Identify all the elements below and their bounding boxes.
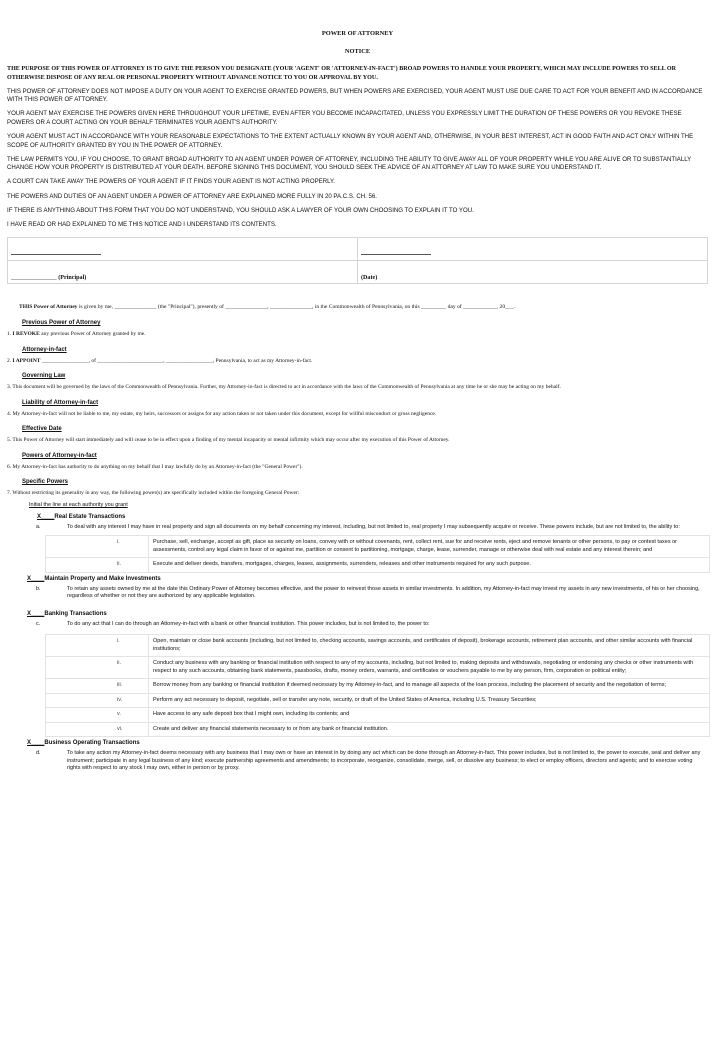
date-signature-field[interactable] xyxy=(358,238,708,261)
power-heading-maintain-property: X____Maintain Property and Make Investments xyxy=(27,575,161,582)
principal-label-cell xyxy=(8,261,358,284)
table-row: ii. Execute and deliver deeds, transfers, mortgages, charges, leases, assignments, surrenders, releases and other instruments required for any such purpose. xyxy=(46,558,710,573)
section-heading: Attorney-in-fact xyxy=(22,346,67,353)
power-heading-banking: X____Banking Transactions xyxy=(27,610,107,617)
notice-paragraph: THE LAW PERMITS YOU, IF YOU CHOOSE, TO GRANT BROAD AUTHORITY TO AN AGENT UNDER POWER OF ATTORNEY, INCLUDING THE ABILITY TO GIVE AWAY ALL OF YOUR PROPERTY WHILE YOU ARE ALIVE OR TO SUBSTANTIALLY CHANGE HOW YOUR PROPERTY IS DISTRIBUTED AT YOUR DEATH. BEFORE SIGNING THIS DOCUMENT, YOU SHOULD SEEK THE ADVICE OF AN ATTORNEY AT LAW TO MAKE SURE YOU UNDERSTAND IT. xyxy=(7,155,692,172)
principal-blank: _______________ xyxy=(11,275,57,282)
power-paragraph: a. To deal with any interest I may have in real property and sign all documents on my behalf concerning my interest, including, but not limited to, real property I may subsequently acquire or receive. These powers include, but are not limited to, the ability to: xyxy=(36,523,680,530)
signature-table xyxy=(7,237,708,284)
table-row: iv. Perform any act necessary to deposit, negotiate, sell or transfer any note, security, or draft of the United States of America, including U.S. Treasury Securities; xyxy=(46,693,710,708)
power-heading-real-estate: X____Real Estate Transactions xyxy=(37,513,126,520)
notice-paragraph: IF THERE IS ANYTHING ABOUT THIS FORM THAT YOU DO NOT UNDERSTAND, YOU SHOULD ASK A LAWYER OF YOUR OWN CHOOSING TO EXPLAIN IT TO YOU. xyxy=(7,206,474,214)
section-item: 3. This document will be governed by the laws of the Commonwealth of Pennsylvania. Further, my Attorney-in-fact is directed to act in accordance with the laws of the Commonwealth of Pennsylvania at any time he or she may be acting on my behalf. xyxy=(7,384,561,391)
initial-instruction: Initial the line at each authority you grant xyxy=(29,501,128,508)
table-row: i. Open, maintain or close bank accounts (including, but not limited to, checking accounts, savings accounts, and certificates of deposit), brokerage accounts, retirement plan accounts, and other similar accounts with financial institutions; xyxy=(46,635,710,657)
notice-paragraph: A COURT CAN TAKE AWAY THE POWERS OF YOUR AGENT IF IT FINDS YOUR AGENT IS NOT ACTING PROPERLY. xyxy=(7,178,336,186)
notice-paragraph: I HAVE READ OR HAD EXPLAINED TO ME THIS NOTICE AND I UNDERSTAND ITS CONTENTS. xyxy=(7,220,277,228)
initial-blank[interactable]: X____ xyxy=(27,740,45,747)
section-heading: Effective Date xyxy=(22,426,62,433)
principal-label: (Principal) xyxy=(58,275,87,282)
power-subitems-table xyxy=(45,535,710,573)
initial-blank[interactable]: X____ xyxy=(27,610,45,617)
notice-paragraph: YOUR AGENT MUST ACT IN ACCORDANCE WITH YOUR REASONABLE EXPECTATIONS TO THE EXTENT ACTUALLY KNOWN BY YOUR AGENT AND, OTHERWISE, IN YOUR BEST INTEREST, ACT IN GOOD FAITH AND ACT ONLY WITHIN THE SCOPE OF AUTHORITY GRANTED BY YOU IN THE POWER OF ATTORNEY. xyxy=(7,133,694,149)
initial-blank[interactable]: X____ xyxy=(27,575,45,582)
table-row: v. Have access to any safe deposit box that I might own, including its contents; and xyxy=(46,708,710,723)
power-heading-business: X____Business Operating Transactions xyxy=(27,740,140,747)
date-label-cell xyxy=(358,261,708,284)
section-heading: Governing Law xyxy=(22,373,66,380)
document-body xyxy=(0,304,715,773)
power-paragraph: d. To take any action my Attorney-in-fact deems necessary with any business that I may own or have an interest in by doing any act which can be done through an Attorney-in-fact. This power includes, but is not limited to, the power to execute, seal and deliver any instrument; participate in any legal business of any kind; execute partnership agreements and amendments; to incorporate, reorganize, consolidate, merge, sell, or dissolve any business; to elect or employ officers, directors and agents; and to exercise voting rights with respect to any stock I may own, either in person or by proxy. xyxy=(36,750,701,772)
table-row: i. Purchase, sell, exchange, accept as gift, place as security on loans, convey with or without covenants, rent, collect rent, sue for and receive rents, eject and remove tenants or other persons, to pay or contest taxes or assessments, control any legal claim in favor of or against me, partition or consent to partitioning, mortgage, charge, lease, surrender, manage or otherwise deal with real estate and any interest therein; and xyxy=(46,536,710,558)
section-item: 6. My Attorney-in-fact has authority to do anything on my behalf that I may lawfully do by an Attorney-in-fact (the "General Power"). xyxy=(7,463,303,470)
notice-paragraph: THE POWERS AND DUTIES OF AN AGENT UNDER A POWER OF ATTORNEY ARE EXPLAINED MORE FULLY IN 20 PA.C.S. CH. 56. xyxy=(7,192,377,200)
power-paragraph: b. To retain any assets owned by me at the date this Ordinary Power of Attorney becomes effective, and the power to reinvest those assets in similar investments. In addition, my Attorney-in-fact may invest my assets in any new investments, of his or her choosing, regardless of whether or not they are authorized by any applicable legislation. xyxy=(36,585,700,600)
notice-paragraph: YOUR AGENT MAY EXERCISE THE POWERS GIVEN HERE THROUGHOUT YOUR LIFETIME, EVEN AFTER YOU BECOME INCAPACITATED, UNLESS YOU EXPRESSLY LIMIT THE DURATION OF THESE POWERS OR YOU REVOKE THESE POWERS OR A COURT ACTING ON YOUR BEHALF TERMINATES YOUR AGENT'S AUTHORITY. xyxy=(7,110,682,126)
table-row: iii. Borrow money from any banking or financial institution if deemed necessary by my Attorney-in-fact, and to manage all aspects of the loan process, including the placement of security and the negotiation of terms; xyxy=(46,679,710,694)
document-title: POWER OF ATTORNEY xyxy=(321,30,394,37)
section-item: 7. Without restricting its generality in any way, the following power(s) are specifically included within the foregoing General Power: xyxy=(7,490,300,497)
section-item: 4. My Attorney-in-fact will not be liable to me, my estate, my heirs, successors or assigns for any action taken or not taken under this document, except for willful misconduct or gross negligence. xyxy=(7,410,437,417)
section-heading: Specific Powers xyxy=(22,479,69,486)
date-label: (Date) xyxy=(361,275,378,282)
section-item: 2. I APPOINT _________________, of ________________________, _________________, Pennsylvania, to act as my Attorney-in-fact. xyxy=(7,357,313,364)
notice-paragraph: THE PURPOSE OF THIS POWER OF ATTORNEY IS TO GIVE THE PERSON YOU DESIGNATE (YOUR 'AGENT' OR 'ATTORNEY-IN-FACT') BROAD POWERS TO HANDLE YOUR PROPERTY, WHICH MAY INCLUDE POWERS TO SELL OR OTHERWISE DISPOSE OF ANY REAL OR PERSONAL PROPERTY WITHOUT ADVANCE NOTICE TO YOU OR APPROVAL BY YOU. xyxy=(7,66,677,81)
notice-title: NOTICE xyxy=(344,48,371,55)
intro-paragraph xyxy=(7,304,708,310)
section-heading: Powers of Attorney-in-fact xyxy=(22,452,97,459)
table-row: ii. Conduct any business with any banking or financial institution with respect to any of my accounts, including, but not limited to, making deposits and withdrawals, negotiating or endorsing any checks or other instruments with respect to any such accounts, obtaining bank statements, passbooks, drafts, money orders, warrants, and certificates or vouchers payable to me by any person, firm, corporation or political entity; xyxy=(46,657,710,679)
notice-section xyxy=(0,65,715,229)
power-subitems-table xyxy=(45,634,710,737)
section-heading: Liability of Attorney-in-fact xyxy=(22,399,99,406)
intro-text: is given by me, _______________ (the "Principal"), presently of _______________, _______________, in the Commonwealth of Pennsylvania, on this _________ day of ____________, 20___. xyxy=(77,304,515,311)
section-item: 1. I REVOKE any previous Power of Attorney granted by me. xyxy=(7,331,146,338)
section-heading: Previous Power of Attorney xyxy=(22,320,101,327)
power-paragraph: c. To do any act that I can do through an Attorney-in-fact with a bank or other financial institution. This power includes, but is not limited to, the power to: xyxy=(36,620,430,627)
initial-blank[interactable]: X____ xyxy=(37,513,55,520)
principal-signature-field[interactable] xyxy=(8,238,358,261)
section-item: 5. This Power of Attorney will start immediately and will cease to be in effect upon a finding of my mental incapacity or mental infirmity which may occur after my execution of this Power of Attorney. xyxy=(7,437,450,444)
intro-bold: THIS Power of Attorney xyxy=(19,304,78,311)
notice-paragraph: THIS POWER OF ATTORNEY DOES NOT IMPOSE A DUTY ON YOUR AGENT TO EXERCISE GRANTED POWERS, BUT WHEN POWERS ARE EXERCISED, YOUR AGENT MUST USE DUE CARE TO ACT FOR YOUR BENEFIT AND IN ACCORDANCE WITH THIS POWER OF ATTORNEY. xyxy=(7,87,703,104)
table-row: vi. Create and deliver any financial statements necessary to or from any bank or financial institution. xyxy=(46,722,710,737)
